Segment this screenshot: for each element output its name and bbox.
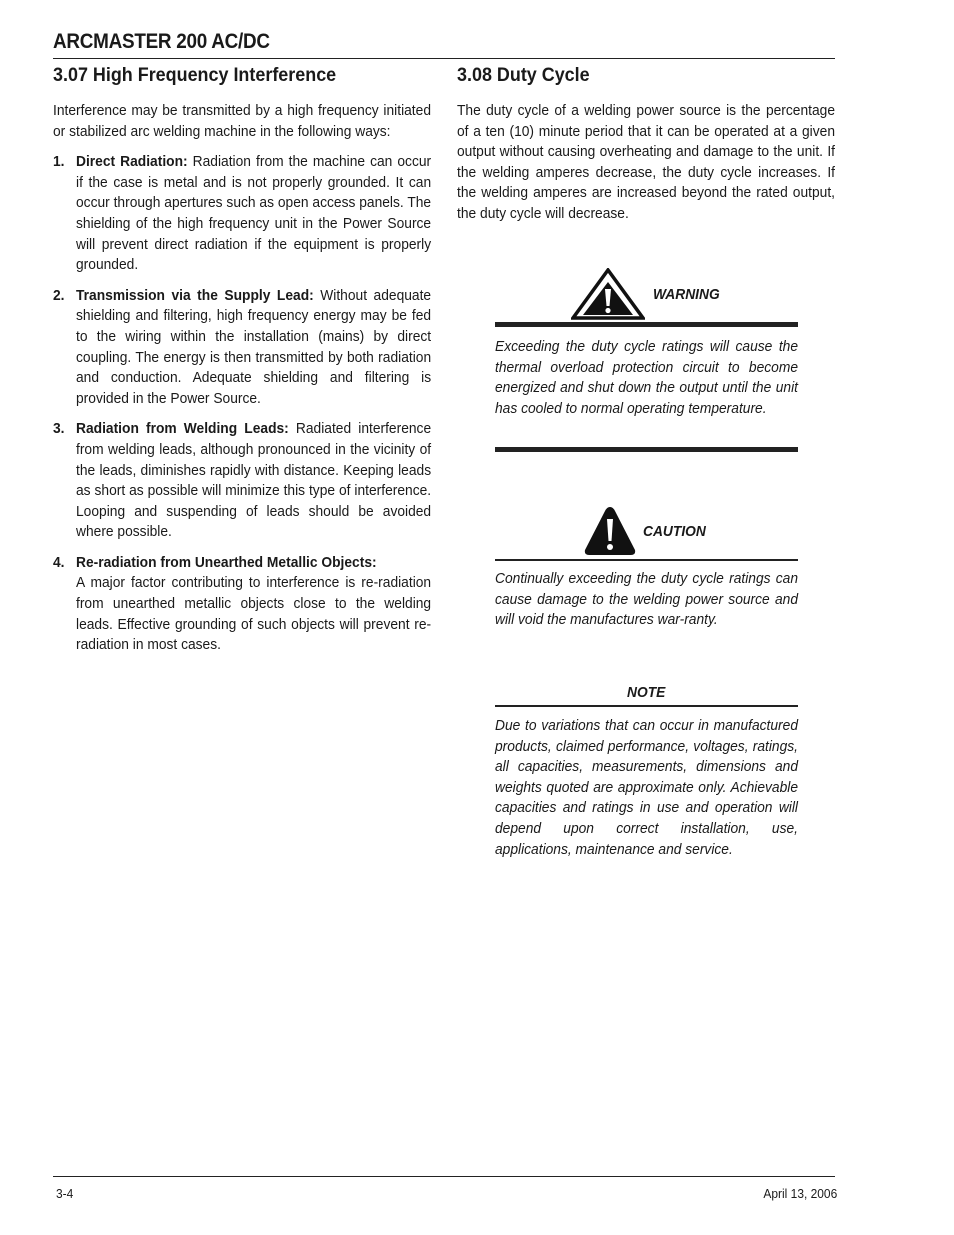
caution-triangle-icon (583, 505, 637, 557)
warning-text: Exceeding the duty cycle ratings will cause the thermal overload protection circuit to become energized and shut down the output until the unit has cooled to normal operating temperature. (495, 338, 799, 417)
list-item-text: A major factor contributing to interference is re-radiation from unearthed metallic objects close to the welding leads. Effective grounding of such objects will prevent re-radiation in most cases. (76, 574, 432, 654)
note-box (495, 683, 798, 860)
list-item-text: Radiated interference from welding leads, although pronounced in the vicinity of the leads, diminishes rapidly with distance. Keeping leads as short as possible will minimize this type of interference. Looping and suspending of leads should be avoided where possible. (76, 420, 432, 541)
header-rule (53, 58, 835, 59)
warning-label: WARNING (653, 286, 720, 303)
note-text: Due to variations that can occur in manufactured products, claimed performance, voltages, ratings, all capacities, measurements, dimensions and weights quoted are approximate only. Achievable capacities and ratings in use and operation will depend upon correct installation, use, applications, maintenance and service. (495, 717, 799, 858)
caution-box (495, 505, 798, 631)
footer-rule (53, 1176, 835, 1177)
page-header-title: ARCMASTER 200 AC/DC (53, 30, 270, 53)
list-item-text: Radiation from the machine can occur if the case is metal and is not properly grounded. It can occur through apertures such as open access panels. The shielding of the high frequency unit in the Power Source will prevent direct radiation if the equipment is properly grounded. (76, 153, 432, 274)
list-item-lead: Transmission via the Supply Lead: (76, 286, 314, 304)
list-item-number: 3. (53, 420, 65, 438)
section-307 (53, 62, 431, 656)
section-heading-308: 3.08 Duty Cycle (457, 64, 590, 86)
page-number: 3-4 (56, 1186, 74, 1201)
warning-triangle-icon (571, 268, 645, 320)
section-308-intro: The duty cycle of a welding power source is the percentage of a ten (10) minute period that it can be operated at a given output without causing overheating and damage to the unit. If the welding amperes decrease, the duty cycle increases. If the welding amperes are increased beyond the rated output, the duty cycle will decrease. (457, 102, 836, 222)
section-308 (457, 62, 835, 225)
caution-label: CAUTION (643, 523, 706, 540)
list-item-lead: Re-radiation from Unearthed Metallic Objects: (76, 553, 377, 571)
list-item-number: 2. (53, 286, 65, 304)
warning-bottom-bar (495, 447, 798, 452)
interference-list (53, 152, 431, 656)
list-item (53, 286, 431, 410)
list-item-number: 4. (53, 553, 65, 571)
list-item-lead: Direct Radiation: (76, 153, 188, 171)
list-item (53, 419, 431, 543)
warning-box (495, 268, 798, 419)
section-heading-307: 3.07 High Frequency Interference (53, 64, 337, 86)
caution-text: Continually exceeding the duty cycle ratings can cause damage to the welding power source and will void the manufactures war-ranty. (495, 570, 799, 629)
list-item-lead: Radiation from Welding Leads: (76, 420, 289, 438)
section-307-intro: Interference may be transmitted by a high frequency initiated or stabilized arc welding machine in the following ways: (53, 102, 432, 140)
page-date: April 13, 2006 (763, 1186, 837, 1201)
list-item (53, 553, 431, 656)
list-item-text: Without adequate shielding and filtering, high frequency energy may be fed to the wiring within the installation (mains) by direct coupling. The energy is then transmitted by both radiation and conduction. Adequate shielding and filtering is provided in the Power Source. (76, 286, 432, 407)
list-item (53, 152, 431, 276)
list-item-number: 1. (53, 153, 65, 171)
note-label: NOTE (627, 684, 666, 701)
